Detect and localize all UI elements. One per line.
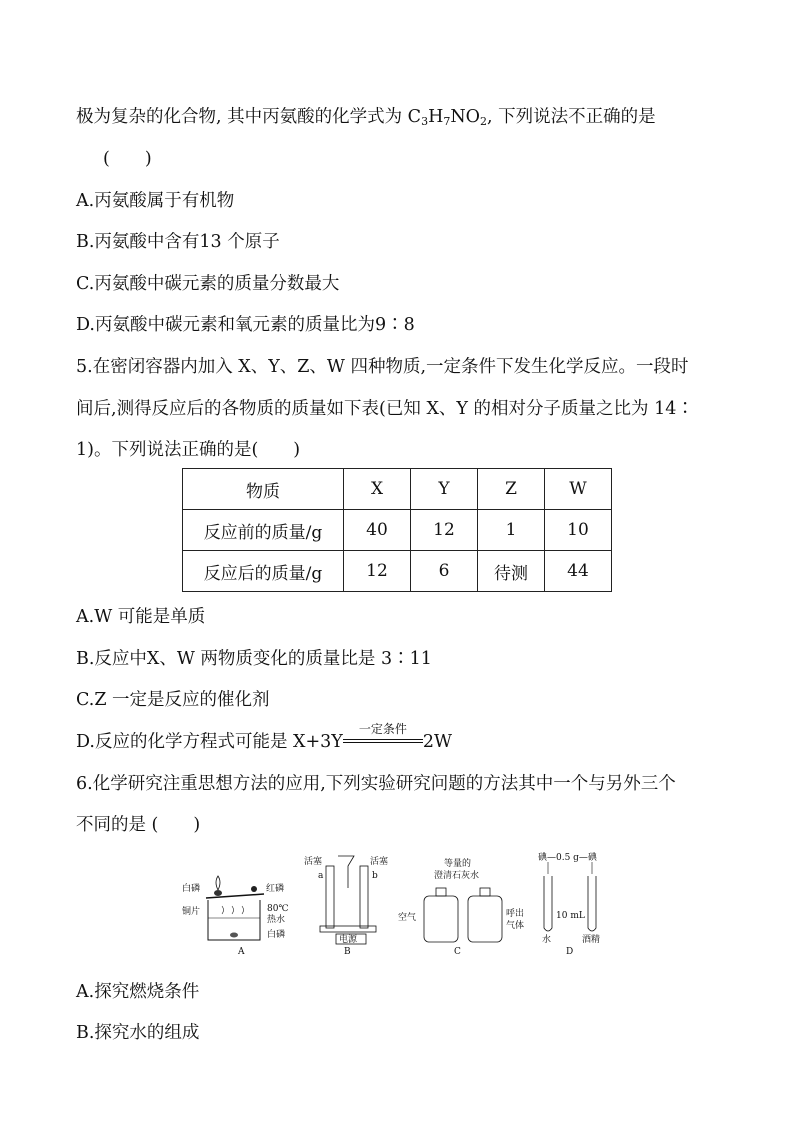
fig-b-label: 活塞 — [304, 857, 323, 867]
q6-option-b: B.探究水的组成 — [76, 1023, 200, 1043]
table-cell: 反应后的质量/g — [183, 551, 344, 592]
table-cell: 12 — [411, 510, 478, 551]
fig-a-label: 白磷 — [267, 930, 286, 940]
table-cell: 10 — [545, 510, 612, 551]
table-header-cell: W — [545, 469, 612, 510]
q4-option-b: B.丙氨酸中含有13 个原子 — [76, 232, 280, 252]
q5-stem-line2: 间后,测得反应后的各物质的质量如下表(已知 X、Y 的相对分子质量之比为 14∶ — [76, 399, 694, 419]
q4-stem-tail: , 下列说法不正确的是 — [487, 107, 656, 127]
table-header-cell: X — [344, 469, 411, 510]
q5-option-a: A.W 可能是单质 — [76, 607, 206, 627]
table-row — [183, 510, 612, 551]
formula-sub-h: 7 — [443, 115, 451, 128]
apparatus-a — [182, 876, 289, 957]
table-header-cell: 物质 — [183, 469, 344, 510]
fig-b-label: b — [372, 871, 378, 881]
table-cell: 6 — [411, 551, 478, 592]
q6-experiment-figure — [178, 848, 628, 960]
apparatus-d — [538, 851, 600, 957]
q6-option-a: A.探究燃烧条件 — [76, 982, 200, 1002]
formula-sub-o: 2 — [480, 115, 488, 128]
formula-no: NO — [450, 107, 481, 127]
fig-a-label: 红磷 — [266, 884, 285, 894]
fig-a-caption: A — [238, 947, 245, 957]
fig-d-label: 10 mL — [556, 911, 585, 921]
fig-c-label: 澄清石灰水 — [434, 871, 480, 881]
q5-mass-table — [182, 468, 612, 592]
apparatus-b — [304, 855, 388, 957]
fig-d-label: 水 — [542, 935, 552, 945]
fig-a-label: 铜片 — [182, 907, 201, 917]
table-cell: 40 — [344, 510, 411, 551]
q6-stem-line1: 6.化学研究注重思想方法的应用,下列实验研究问题的方法其中一个与另外三个 — [76, 774, 676, 794]
apparatus-c — [398, 857, 524, 957]
table-header-cell: Z — [478, 469, 545, 510]
formula-h: H — [428, 107, 444, 127]
table-header-row — [183, 469, 612, 510]
fig-c-label: 呼出 — [506, 909, 525, 919]
q4-option-d: D.丙氨酸中碳元素和氧元素的质量比为9∶8 — [76, 315, 415, 335]
q4-option-c: C.丙氨酸中碳元素的质量分数最大 — [76, 274, 340, 294]
reaction-condition: 一定条件 — [358, 722, 407, 736]
fig-d-label: 碘—0.5 g—碘 — [538, 853, 597, 863]
fig-a-label: 80℃ — [267, 904, 289, 914]
table-cell: 12 — [344, 551, 411, 592]
fig-c-label: 等量的 — [444, 859, 472, 869]
fig-b-label: 电源 — [339, 935, 358, 945]
q4-stem — [76, 105, 656, 129]
table-cell: 待测 — [478, 551, 545, 592]
q5-option-d-product: 2W — [422, 732, 452, 752]
q5-option-c: C.Z 一定是反应的催化剂 — [76, 690, 270, 710]
formula-sub-c: 3 — [421, 115, 429, 128]
q4-answer-blank: ( ) — [103, 149, 152, 169]
q5-option-b: B.反应中X、W 两物质变化的质量比是 3∶11 — [76, 649, 432, 669]
fig-a-label: 白磷 — [182, 884, 201, 894]
table-cell: 1 — [478, 510, 545, 551]
fig-d-label: 酒精 — [582, 935, 601, 945]
q4-stem-text: 极为复杂的化合物, 其中丙氨酸的化学式为 C — [76, 107, 422, 127]
table-header-cell: Y — [411, 469, 478, 510]
fig-b-label: 活塞 — [370, 857, 389, 867]
fig-c-label: 气体 — [506, 921, 525, 931]
q5-option-d-text: D.反应的化学方程式可能是 X+3Y — [76, 732, 343, 752]
fig-d-caption: D — [566, 947, 574, 957]
table-row — [183, 551, 612, 592]
q5-option-d — [76, 722, 452, 754]
q5-stem-line3: 1)。下列说法正确的是( ) — [76, 440, 301, 460]
q4-option-a: A.丙氨酸属于有机物 — [76, 191, 235, 211]
q5-stem-line1: 5.在密闭容器内加入 X、Y、Z、W 四种物质,一定条件下发生化学反应。一段时 — [76, 357, 689, 377]
table-cell: 44 — [545, 551, 612, 592]
fig-b-label: a — [318, 871, 324, 881]
q6-stem-line2: 不同的是 ( ) — [76, 815, 201, 835]
fig-c-caption: C — [454, 947, 461, 957]
fig-a-label: 热水 — [267, 915, 286, 925]
fig-c-label: 空气 — [398, 913, 417, 923]
table-cell: 反应前的质量/g — [183, 510, 344, 551]
reaction-arrow — [343, 722, 423, 754]
fig-b-caption: B — [344, 947, 351, 957]
